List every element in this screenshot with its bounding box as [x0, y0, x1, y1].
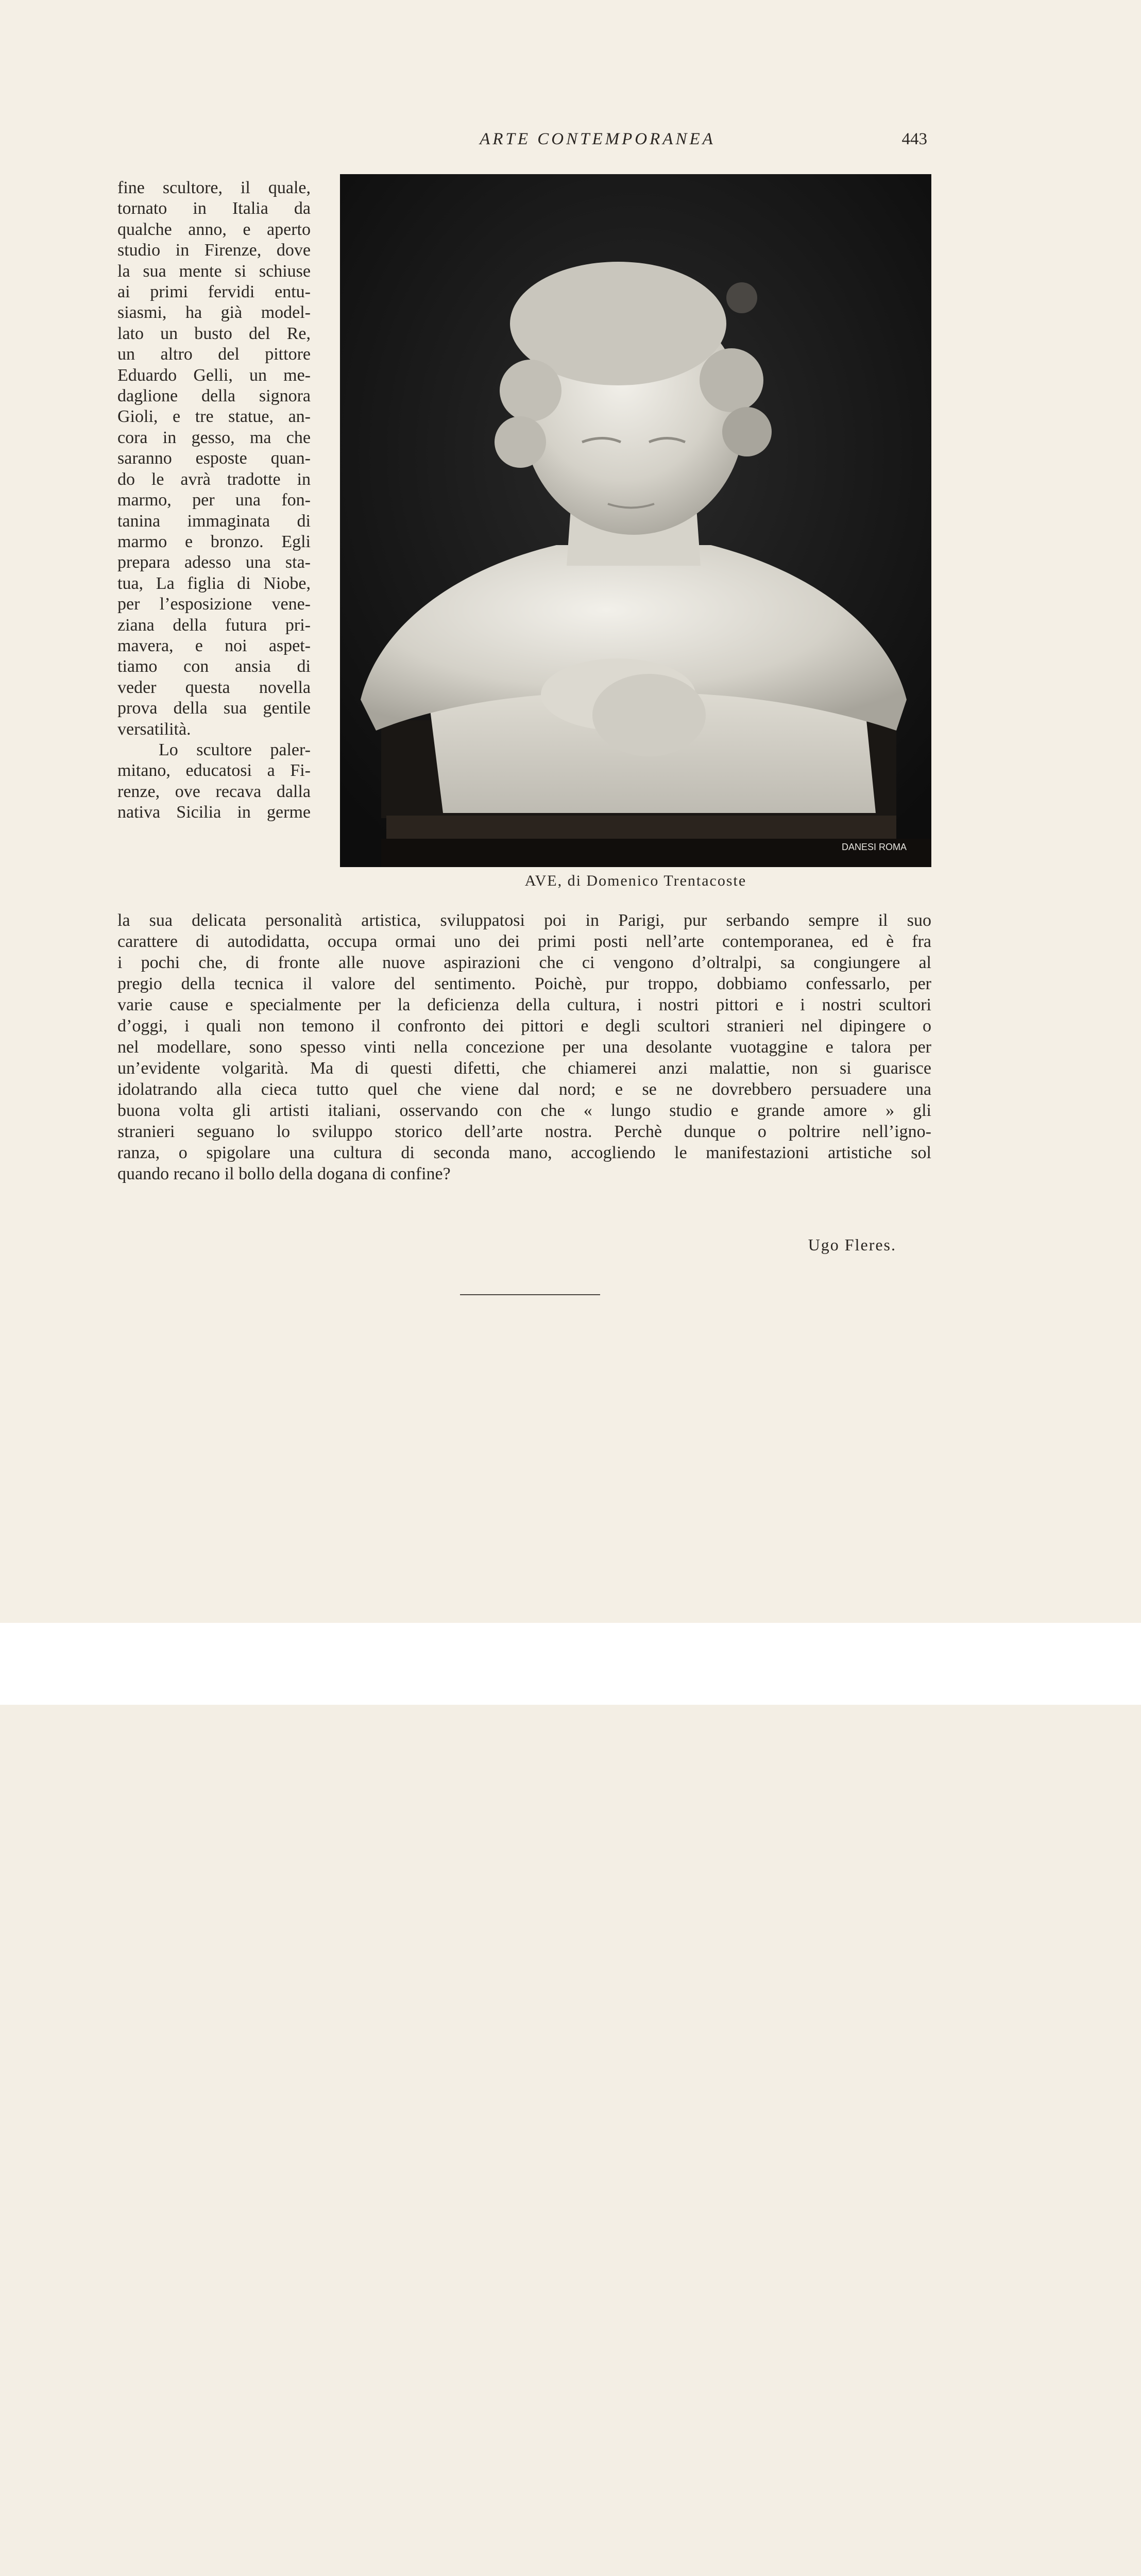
text-line: lato un busto del Re,: [117, 324, 311, 343]
text-line: daglione della signora: [117, 386, 311, 406]
text-line: nel modellare, sono spesso vinti nella concezione per una desolante vuotaggine e talora per: [117, 1038, 931, 1057]
text-line: saranno esposte quan-: [117, 449, 311, 468]
text-line: ranza, o spigolare una cultura di seconda mano, accogliendo le manifestazioni artistiche sol: [117, 1143, 931, 1162]
bust-illustration: [340, 174, 931, 867]
text-line: la sua mente si schiuse: [117, 261, 311, 281]
text-line: marmo e bronzo. Egli: [117, 532, 311, 551]
text-line: d’oggi, i quali non temono il confronto dei pittori e degli scultori stranieri nel dipingere o: [117, 1016, 931, 1036]
text-line: un altro del pittore: [117, 345, 311, 364]
narrow-column-text: [117, 178, 311, 823]
text-line: mitano, educatosi a Fi-: [117, 761, 311, 781]
text-line: qualche anno, e aperto: [117, 219, 311, 239]
text-line: fine scultore, il quale,: [117, 178, 311, 197]
photo-credit: DANESI ROMA: [841, 842, 907, 852]
text-line: buona volta gli artisti italiani, osservando con che « lungo studio e grande amore » gli: [117, 1101, 931, 1120]
text-line: tiamo con ansia di: [117, 657, 311, 676]
text-line: do le avrà tradotte in: [117, 469, 311, 489]
text-line: tanina immaginata di: [117, 511, 311, 531]
text-line: la sua delicata personalità artistica, sviluppatosi poi in Parigi, pur serbando sempre il suo: [117, 911, 931, 930]
text-line: nativa Sicilia in germe: [117, 803, 311, 822]
text-line: studio in Firenze, dove: [117, 241, 311, 260]
author-signature: Ugo Fleres.: [808, 1235, 896, 1254]
body-text: [117, 910, 931, 1184]
text-line: ziana della futura pri-: [117, 615, 311, 635]
text-line: cora in gesso, ma che: [117, 428, 311, 447]
text-line: veder questa novella: [117, 677, 311, 697]
text-line: Eduardo Gelli, un me-: [117, 365, 311, 385]
closing-rule: [460, 1294, 600, 1295]
text-line: renze, ove recava dalla: [117, 782, 311, 801]
text-line: quando recano il bollo della dogana di confine?: [117, 1164, 451, 1183]
text-line: Gioli, e tre statue, an-: [117, 407, 311, 427]
text-line: marmo, per una fon-: [117, 490, 311, 510]
text-line: ai primi fervidi entu-: [117, 282, 311, 302]
text-line: stranieri seguano lo sviluppo storico dell’arte nostra. Perchè dunque o poltrire nell’igno-: [117, 1122, 931, 1141]
viewer-footer: [0, 1623, 1141, 1705]
sculpture-photograph: [340, 174, 931, 867]
text-line: mavera, e noi aspet-: [117, 636, 311, 655]
text-line: tua, La figlia di Niobe,: [117, 573, 311, 593]
text-line: idolatrando alla cieca tutto quel che viene dal nord; e se ne dovrebbero persuadere una: [117, 1080, 931, 1099]
text-line: per l’esposizione vene-: [117, 595, 311, 614]
text-line: un’evidente volgarità. Ma di questi difetti, che chiamerei anzi malattie, non si guarisce: [117, 1059, 931, 1078]
figure-caption: AVE, di Domenico Trentacoste: [524, 872, 747, 889]
text-line: siasmi, ha già model-: [117, 303, 311, 323]
page-number: 443: [901, 130, 927, 148]
text-line: pregio della tecnica il valore del sentimento. Poichè, pur troppo, dobbiamo confessarlo, per: [117, 974, 931, 993]
text-line: varie cause e specialmente per la deficienza della cultura, i nostri pittori e i nostri scultori: [117, 995, 931, 1014]
text-line: tornato in Italia da: [117, 199, 311, 218]
text-line: versatilità.: [117, 719, 191, 739]
text-line: prepara adesso una sta-: [117, 553, 311, 572]
running-title: ARTE CONTEMPORANEA: [480, 130, 716, 148]
text-line: Lo scultore paler-: [159, 740, 311, 759]
text-line: prova della sua gentile: [117, 699, 311, 718]
text-line: carattere di autodidatta, occupa ormai uno dei primi posti nell’arte contemporanea, ed è fra: [117, 932, 931, 951]
text-line: i pochi che, di fronte alle nuove aspirazioni che ci vengono d’oltralpi, sa congiungere al: [117, 953, 931, 972]
